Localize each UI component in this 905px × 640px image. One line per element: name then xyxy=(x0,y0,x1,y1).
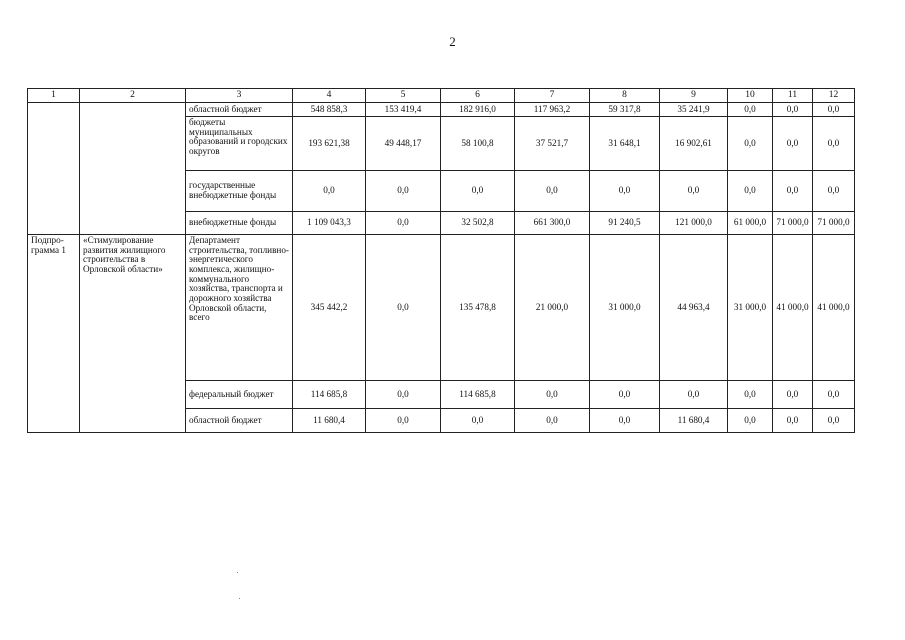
subprogram-label-cell: Подпро-грамма 1 xyxy=(28,235,80,433)
value-cell: 0,0 xyxy=(813,103,855,117)
value-cell: 0,0 xyxy=(813,381,855,409)
subprogram-name-cell: «Стимулирование развития жилищного строительства в Орловской области» xyxy=(80,235,186,433)
header-cell: 4 xyxy=(293,89,366,103)
header-cell: 6 xyxy=(441,89,515,103)
value-cell: 0,0 xyxy=(515,381,590,409)
value-cell: 0,0 xyxy=(773,117,813,171)
value-cell: 0,0 xyxy=(728,409,773,433)
value-cell: 0,0 xyxy=(660,171,728,212)
value-cell: 0,0 xyxy=(590,171,660,212)
value-cell: 49 448,17 xyxy=(366,117,441,171)
header-cell: 5 xyxy=(366,89,441,103)
value-cell: 0,0 xyxy=(773,171,813,212)
value-cell: 121 000,0 xyxy=(660,212,728,235)
header-cell: 9 xyxy=(660,89,728,103)
value-cell: 0,0 xyxy=(813,117,855,171)
value-cell: 0,0 xyxy=(515,409,590,433)
value-cell: 0,0 xyxy=(660,381,728,409)
header-cell: 1 xyxy=(28,89,80,103)
value-cell: 345 442,2 xyxy=(293,235,366,381)
value-cell: 0,0 xyxy=(773,381,813,409)
value-cell: 0,0 xyxy=(366,409,441,433)
funding-source-cell: федеральный бюджет xyxy=(186,381,293,409)
empty-cell-col2 xyxy=(80,103,186,235)
value-cell: 135 478,8 xyxy=(441,235,515,381)
value-cell: 41 000,0 xyxy=(773,235,813,381)
value-cell: 11 680,4 xyxy=(293,409,366,433)
value-cell: 548 858,3 xyxy=(293,103,366,117)
header-cell: 7 xyxy=(515,89,590,103)
value-cell: 0,0 xyxy=(441,409,515,433)
value-cell: 0,0 xyxy=(515,171,590,212)
value-cell: 0,0 xyxy=(366,171,441,212)
value-cell: 1 109 043,3 xyxy=(293,212,366,235)
funding-source-cell: областной бюджет xyxy=(186,103,293,117)
value-cell: 0,0 xyxy=(728,171,773,212)
value-cell: 21 000,0 xyxy=(515,235,590,381)
funding-source-cell: государственные внебюджетные фонды xyxy=(186,171,293,212)
value-cell: 0,0 xyxy=(813,171,855,212)
value-cell: 31 000,0 xyxy=(728,235,773,381)
scan-speck xyxy=(239,598,240,599)
value-cell: 0,0 xyxy=(728,103,773,117)
value-cell: 71 000,0 xyxy=(813,212,855,235)
header-cell: 3 xyxy=(186,89,293,103)
value-cell: 661 300,0 xyxy=(515,212,590,235)
value-cell: 37 521,7 xyxy=(515,117,590,171)
table-row xyxy=(28,103,855,117)
table-row xyxy=(28,235,855,381)
value-cell: 71 000,0 xyxy=(773,212,813,235)
value-cell: 193 621,38 xyxy=(293,117,366,171)
value-cell: 114 685,8 xyxy=(293,381,366,409)
value-cell: 0,0 xyxy=(366,212,441,235)
value-cell: 0,0 xyxy=(773,103,813,117)
header-cell: 8 xyxy=(590,89,660,103)
value-cell: 153 419,4 xyxy=(366,103,441,117)
value-cell: 114 685,8 xyxy=(441,381,515,409)
funding-source-cell: Департамент строительства, топливно-энергетического комплекса, жилищно-коммунального хозяйства, транспорта и дорожного хозяйства Орловской области, всего xyxy=(186,235,293,381)
value-cell: 32 502,8 xyxy=(441,212,515,235)
value-cell: 31 000,0 xyxy=(590,235,660,381)
header-row xyxy=(28,89,855,103)
value-cell: 59 317,8 xyxy=(590,103,660,117)
funding-source-cell: внебюджетные фонды xyxy=(186,212,293,235)
funding-source-cell: областной бюджет xyxy=(186,409,293,433)
header-cell: 11 xyxy=(773,89,813,103)
value-cell: 0,0 xyxy=(293,171,366,212)
value-cell: 31 648,1 xyxy=(590,117,660,171)
empty-cell-col1 xyxy=(28,103,80,235)
value-cell: 58 100,8 xyxy=(441,117,515,171)
page-number: 2 xyxy=(449,34,456,49)
value-cell: 11 680,4 xyxy=(660,409,728,433)
value-cell: 0,0 xyxy=(441,171,515,212)
value-cell: 0,0 xyxy=(813,409,855,433)
funding-source-cell: бюджеты муниципальных образований и городских округов xyxy=(186,117,293,171)
value-cell: 117 963,2 xyxy=(515,103,590,117)
table-body xyxy=(28,89,855,433)
value-cell: 61 000,0 xyxy=(728,212,773,235)
value-cell: 35 241,9 xyxy=(660,103,728,117)
header-cell: 2 xyxy=(80,89,186,103)
value-cell: 182 916,0 xyxy=(441,103,515,117)
value-cell: 0,0 xyxy=(590,381,660,409)
header-cell: 10 xyxy=(728,89,773,103)
value-cell: 0,0 xyxy=(366,381,441,409)
header-cell: 12 xyxy=(813,89,855,103)
value-cell: 91 240,5 xyxy=(590,212,660,235)
scan-speck xyxy=(237,572,238,573)
value-cell: 0,0 xyxy=(728,117,773,171)
value-cell: 0,0 xyxy=(773,409,813,433)
value-cell: 0,0 xyxy=(366,235,441,381)
value-cell: 41 000,0 xyxy=(813,235,855,381)
budget-table xyxy=(27,88,855,433)
value-cell: 0,0 xyxy=(590,409,660,433)
value-cell: 0,0 xyxy=(728,381,773,409)
value-cell: 44 963,4 xyxy=(660,235,728,381)
value-cell: 16 902,61 xyxy=(660,117,728,171)
